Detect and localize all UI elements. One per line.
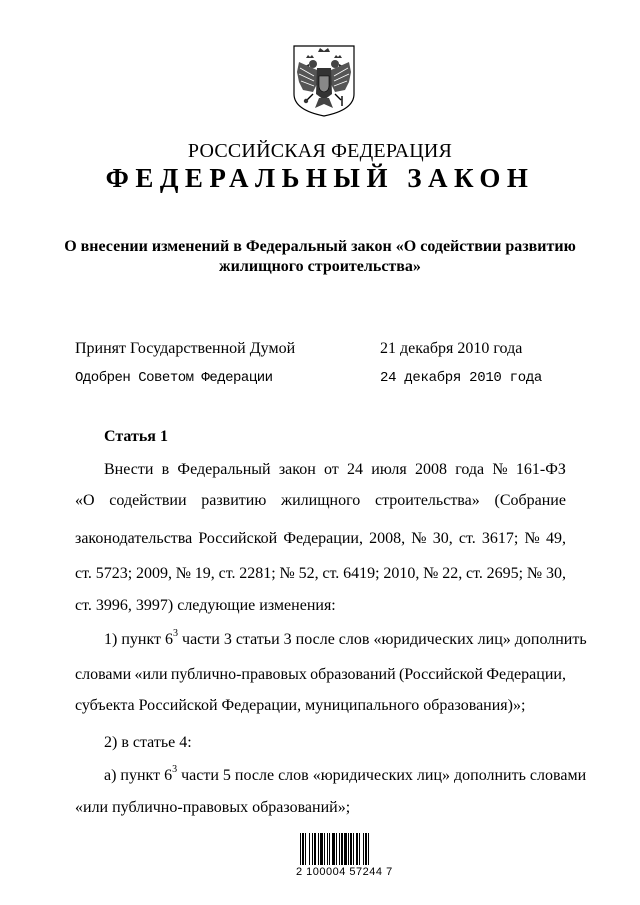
word: 161-ФЗ [515,461,566,478]
law-title-line: О внесении изменений в Федеральный закон «О содействии развитию [64,238,576,255]
word: ст. [458,530,476,547]
word: 24 [347,461,364,478]
word: № [492,461,508,478]
word: № [411,530,427,547]
word: июля [371,461,407,478]
double-headed-eagle-icon [289,44,359,118]
word: № [279,565,295,582]
word: 6419; [343,565,380,582]
paragraph-line: «или публично-правовых образований»; [75,799,351,816]
word: публично-правовых [170,666,307,683]
list-item-text: а) пункт 6 [104,767,173,784]
barcode-bar [359,833,360,865]
law-title [60,237,580,277]
word: 2009, [135,565,172,582]
paragraph-line [75,665,566,685]
word: ст. [465,565,483,582]
barcode-bar [300,833,301,865]
adopted-by-label: Принят Государственной Думой [75,340,296,357]
country-heading: РОССИЙСКАЯ ФЕДЕРАЦИЯ [187,140,453,162]
barcode-bar [302,833,304,865]
word: № [524,530,540,547]
word: 22, [442,565,463,582]
paragraph-line [75,491,566,511]
barcode-bar [332,833,335,865]
barcode-bar [353,833,354,865]
barcode-bar [329,833,330,865]
barcode-bar [356,833,358,865]
state-emblem [289,44,359,118]
word: 2008 [414,461,447,478]
barcode [296,833,406,893]
word: 2010, [383,565,420,582]
word: 2695; [486,565,524,582]
barcode-bar [344,833,347,865]
barcode-icon [296,833,406,867]
word: строительства» [374,492,480,509]
word: 30, [432,530,453,547]
barcode-bar [348,833,349,865]
barcode-bar [336,833,337,865]
barcode-bar [312,833,313,865]
word: № [175,565,191,582]
list-item-text: части 5 после слов «юридических лиц» дополнить словами [177,767,587,784]
word: (Российской [398,666,484,683]
paragraph-line [75,529,566,549]
word: 52, [298,565,319,582]
word: Федеральный [177,461,271,478]
barcode-number: 2 100004 57244 7 [296,866,393,878]
word: 30, [545,565,566,582]
barcode-bar [309,833,310,865]
approved-by-label: Одобрен Советом Федерации [75,370,273,386]
word: 5723; [95,565,133,582]
paragraph-line [75,564,566,584]
paragraph-line [104,460,566,480]
superscript: 3 [172,763,178,775]
word: развитию [201,492,267,509]
paragraph-line: ст. 3996, 3997) следующие изменения: [75,597,336,614]
word: в [161,461,170,478]
word: «О [75,492,95,509]
barcode-bar [327,833,328,865]
barcode-bar [368,833,369,865]
list-item-text: 1) пункт 6 [104,631,174,648]
barcode-bar [365,833,367,865]
barcode-bar [320,833,323,865]
list-item-2a [104,763,587,786]
barcode-bar [318,833,319,865]
word: № [423,565,439,582]
barcode-bar [363,833,364,865]
word: (Собрание [494,492,566,509]
barcode-bar [341,833,343,865]
word: Российской [198,530,278,547]
word: словами [75,666,132,683]
approved-date: 24 декабря 2010 года [380,370,543,386]
word: от [324,461,339,478]
word: Внести [104,461,154,478]
law-title-line: жилищного строительства» [219,258,421,275]
barcode-bar [350,833,352,865]
word: 2281; [239,565,276,582]
barcode-bar [305,833,306,865]
list-item-2: 2) в статье 4: [104,734,192,751]
word: законодательства [75,530,193,547]
word: ст. [322,565,340,582]
barcode-bar [324,833,325,865]
superscript: 3 [173,627,179,639]
word: образований [310,666,396,683]
list-item-text: части 3 статьи 3 после слов «юридических лиц» дополнить [178,631,587,648]
word: Федерации, [283,530,363,547]
word: жилищного [281,492,361,509]
word: «или [134,666,168,683]
word: 3617; [481,530,519,547]
word: ст. [75,565,92,582]
word: года [455,461,485,478]
word: Федерации, [486,666,566,683]
barcode-bar [314,833,316,865]
word: 49, [545,530,566,547]
adopted-date: 21 декабря 2010 года [380,340,523,357]
word: 19, [194,565,215,582]
list-item-1 [104,627,587,650]
barcode-bar [339,833,340,865]
word: закон [278,461,316,478]
article-heading: Статья 1 [104,428,168,445]
word: 2008, [369,530,406,547]
word: ст. [218,565,236,582]
document-type-heading: ФЕДЕРАЛЬНЫЙ ЗАКОН [105,163,535,193]
paragraph-line: субъекта Российской Федерации, муниципального образования)»; [75,697,526,714]
word: № [526,565,543,582]
word: содействии [109,492,187,509]
